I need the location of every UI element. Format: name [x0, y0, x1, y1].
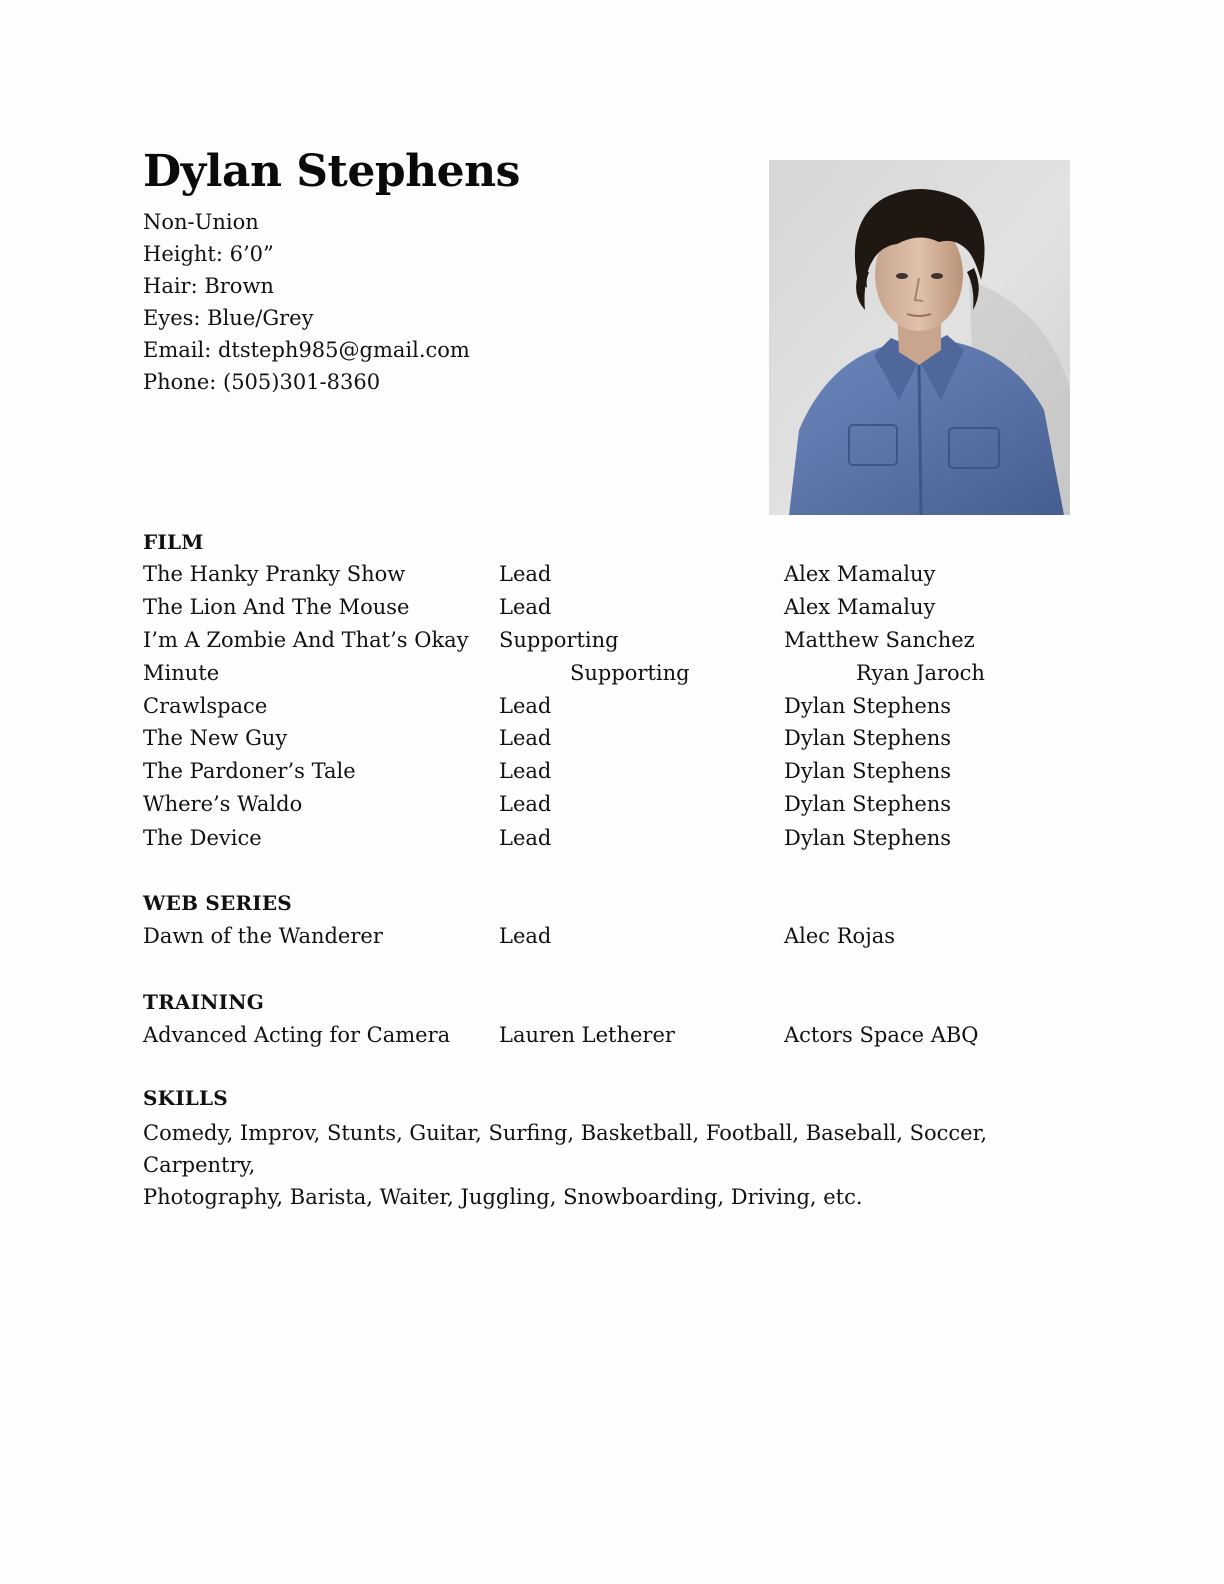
- actor-details: [143, 206, 470, 398]
- headshot-illustration: [769, 160, 1070, 515]
- instructor: Lauren Letherer: [499, 1023, 675, 1047]
- film-row: [0, 624, 1224, 657]
- film-row: [0, 690, 1224, 723]
- role: Supporting: [499, 628, 619, 652]
- union-status: Non-Union: [143, 210, 259, 234]
- training-row: [0, 1019, 1224, 1052]
- director: Alex Mamaluy: [784, 562, 936, 586]
- eye-color: Eyes: Blue/Grey: [143, 306, 314, 330]
- film-heading: FILM: [143, 530, 204, 554]
- director: Dylan Stephens: [784, 826, 952, 850]
- project-title: Dawn of the Wanderer: [143, 924, 383, 948]
- web-series-heading: WEB SERIES: [143, 891, 292, 915]
- film-row: [0, 822, 1224, 855]
- project-title: Minute: [143, 661, 220, 685]
- project-title: The Pardoner’s Tale: [143, 759, 356, 783]
- role: Lead: [499, 792, 552, 816]
- skills-list: Comedy, Improv, Stunts, Guitar, Surfing, Basketball, Football, Baseball, Soccer, Carpentry, Photography, Barista, Waiter, Juggling, Snowboarding, Driving, etc.: [143, 1121, 987, 1209]
- director: Matthew Sanchez: [784, 628, 975, 652]
- course-title: Advanced Acting for Camera: [143, 1023, 451, 1047]
- film-row: [0, 788, 1224, 821]
- project-title: The Hanky Pranky Show: [143, 562, 406, 586]
- project-title: The Device: [143, 826, 262, 850]
- email: Email: dtsteph985@gmail.com: [143, 338, 470, 362]
- role: Lead: [499, 595, 552, 619]
- school: Actors Space ABQ: [784, 1023, 979, 1047]
- project-title: The New Guy: [143, 726, 288, 750]
- phone: Phone: (505)301-8360: [143, 370, 381, 394]
- project-title: The Lion And The Mouse: [143, 595, 410, 619]
- director: Ryan Jaroch: [856, 661, 985, 685]
- skills-heading: SKILLS: [143, 1086, 228, 1110]
- director: Alec Rojas: [784, 924, 896, 948]
- film-row: [0, 755, 1224, 788]
- film-row: [0, 558, 1224, 591]
- actor-name: Dylan Stephens: [143, 146, 520, 197]
- role: Lead: [499, 924, 552, 948]
- height: Height: 6’0”: [143, 242, 274, 266]
- role: Lead: [499, 694, 552, 718]
- director: Dylan Stephens: [784, 792, 952, 816]
- web-series-row: [0, 920, 1224, 953]
- project-title: Crawlspace: [143, 694, 268, 718]
- project-title: Where’s Waldo: [143, 792, 303, 816]
- role: Lead: [499, 826, 552, 850]
- project-title: I’m A Zombie And That’s Okay: [143, 628, 469, 652]
- headshot-photo: [769, 160, 1070, 515]
- film-row: [0, 657, 1224, 690]
- role: Lead: [499, 726, 552, 750]
- role: Supporting: [570, 661, 690, 685]
- hair-color: Hair: Brown: [143, 274, 274, 298]
- director: Dylan Stephens: [784, 694, 952, 718]
- director: Dylan Stephens: [784, 726, 952, 750]
- training-heading: TRAINING: [143, 990, 264, 1014]
- role: Lead: [499, 562, 552, 586]
- director: Alex Mamaluy: [784, 595, 936, 619]
- film-row: [0, 722, 1224, 755]
- director: Dylan Stephens: [784, 759, 952, 783]
- film-row: [0, 591, 1224, 624]
- role: Lead: [499, 759, 552, 783]
